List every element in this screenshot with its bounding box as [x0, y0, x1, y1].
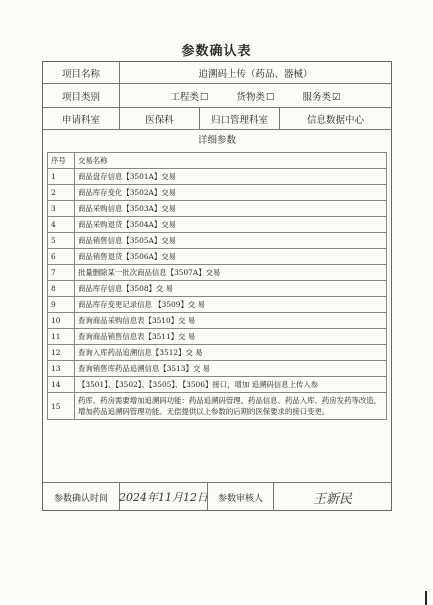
row-transaction-name: 商品库存变化【3502A】交易 [75, 185, 387, 201]
row-transaction-name: 商品采购信息【3503A】交易 [75, 201, 387, 217]
page-title: 参数确认表 [181, 44, 252, 59]
row-transaction-name: 商品采购退货【3504A】交易 [75, 217, 387, 233]
row-number: 2 [48, 185, 75, 201]
table-row [48, 393, 387, 420]
mgmt-value: 信息数据中心 [279, 108, 391, 129]
table-row [48, 265, 387, 281]
row-number: 11 [48, 329, 75, 345]
row-number: 14 [48, 377, 75, 393]
row-number: 1 [48, 169, 75, 185]
project-type-options [119, 84, 391, 107]
confirm-time-label: 参数确认时间 [53, 493, 108, 504]
project-name-label: 项目名称 [61, 68, 100, 80]
dept-value: 医保科 [119, 108, 199, 129]
checkbox-checked-icon: ☑ [332, 91, 341, 103]
table-row [48, 297, 387, 313]
checkbox-icon: ☐ [265, 91, 275, 103]
category-services: 服务类☑ [302, 91, 341, 103]
row-number: 12 [48, 345, 75, 361]
row-transaction-name: 商品盘存信息【3501A】交易 [75, 169, 387, 185]
confirm-time-handwritten: 2024年11月12日 [119, 483, 207, 511]
table-row [48, 249, 387, 265]
row-transaction-name: 商品销售信息【3505A】交易 [75, 233, 387, 249]
table-row [48, 185, 387, 201]
row-transaction-name: 商品库存变更记录信息 【3509】交 易 [75, 297, 387, 313]
project-name-value: 追溯码上传（药品、器械） [119, 62, 391, 83]
table-row [48, 201, 387, 217]
row-transaction-name: 查询销售库药品追溯信息【3513】交 易 [75, 361, 387, 377]
table-row [48, 169, 387, 185]
row-number: 10 [48, 313, 75, 329]
project-name-row [43, 62, 391, 84]
footer-row [43, 482, 391, 511]
table-row [48, 233, 387, 249]
table-row [48, 377, 387, 393]
row-transaction-name: 查询入库药品追溯信息【3512】交 易 [75, 345, 387, 361]
table-row [48, 281, 387, 297]
scan-edge-mark [425, 591, 427, 605]
project-type-row [43, 84, 391, 108]
row-number: 8 [48, 281, 75, 297]
table-row [48, 329, 387, 345]
row-transaction-name: 批量删除某一批次商品信息【3507A】交易 [75, 265, 387, 281]
table-header-row [48, 153, 387, 169]
confirmation-form [42, 61, 392, 511]
dept-label: 申请科室 [61, 114, 100, 126]
row-number: 3 [48, 201, 75, 217]
reviewer-signature: 王新民 [273, 483, 391, 511]
row-transaction-name: 药库、药房需要增加追溯码功能：药品追溯码管理、药品信息、药品入库、药房发药等改造，增加药品追溯码管理功能。无偿提供以上参数的后期的医保要求的接口变更。 [75, 393, 387, 420]
reviewer-label: 参数审核人 [207, 483, 273, 511]
row-transaction-name: 商品销售退货【3506A】交易 [75, 249, 387, 265]
row-transaction-name: 商品库存信息【3508】交 易 [75, 281, 387, 297]
row-number: 5 [48, 233, 75, 249]
detail-params-title: 详细参数 [197, 135, 236, 146]
table-row [48, 345, 387, 361]
category-engineering: 工程类☐ [170, 91, 209, 103]
header-seq: 序号 [48, 153, 75, 169]
row-number: 15 [48, 393, 75, 420]
table-row [48, 313, 387, 329]
mgmt-label: 归口管理科室 [199, 108, 279, 129]
row-transaction-name: 查询商品采购信息表【3510】交 易 [75, 313, 387, 329]
project-type-label: 项目类别 [61, 91, 100, 103]
row-number: 13 [48, 361, 75, 377]
row-transaction-name: 查询商品销售信息表【3511】交 易 [75, 329, 387, 345]
table-row [48, 217, 387, 233]
category-goods: 货物类☐ [236, 91, 275, 103]
row-number: 4 [48, 217, 75, 233]
row-number: 7 [48, 265, 75, 281]
header-name: 交易名称 [75, 153, 387, 169]
table-row [48, 361, 387, 377]
department-row [43, 108, 391, 130]
checkbox-icon: ☐ [199, 91, 209, 103]
row-transaction-name: 【3501】、【3502】、【3505】、【3506】接口，增加 追溯码信息上传入参 [75, 377, 387, 393]
row-number: 9 [48, 297, 75, 313]
params-table [47, 152, 387, 420]
row-number: 6 [48, 249, 75, 265]
